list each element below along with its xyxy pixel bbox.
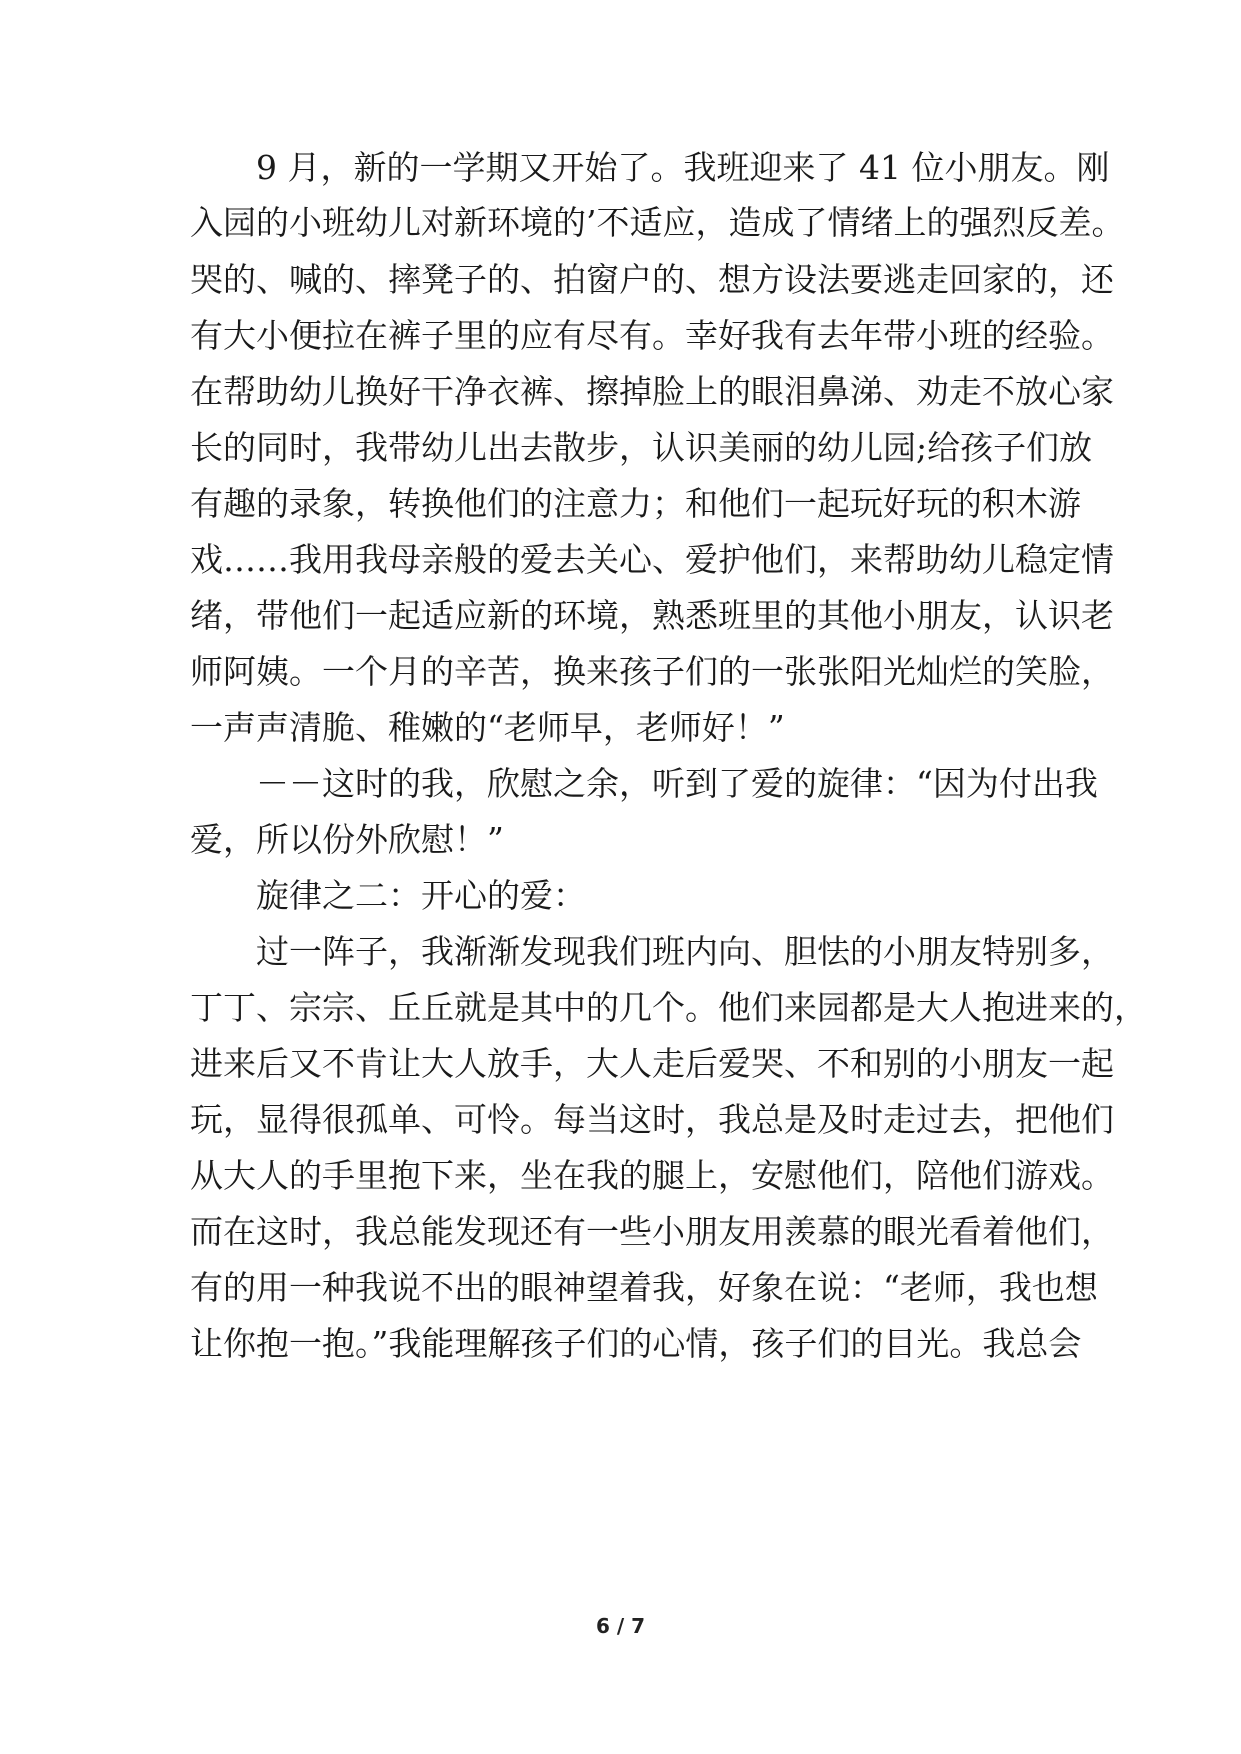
text-line: 戏……我用我母亲般的爱去关心、爱护他们，来帮助幼儿稳定情 — [190, 540, 1114, 579]
text-line: 丁丁、宗宗、丘丘就是其中的几个。他们来园都是大人抱进来的， — [190, 988, 1147, 1027]
text-line: 哭的、喊的、摔凳子的、拍窗户的、想方设法要逃走回家的，还 — [190, 260, 1114, 299]
page-number: 6 / 7 — [595, 1614, 646, 1638]
text-line: 从大人的手里抱下来，坐在我的腿上，安慰他们，陪他们游戏。 — [190, 1156, 1114, 1195]
text-line: 玩，显得很孤单、可怜。每当这时，我总是及时走过去，把他们 — [190, 1100, 1114, 1139]
text-line: －－这时的我，欣慰之余，听到了爱的旋律：“因为付出我 — [256, 764, 1098, 803]
text-line: 让你抱一抱。”我能理解孩子们的心情，孩子们的目光。我总会 — [190, 1324, 1082, 1363]
text-line: 过一阵子，我渐渐发现我们班内向、胆怯的小朋友特别多， — [256, 932, 1114, 971]
section-heading: 旋律之二：开心的爱： — [256, 876, 586, 915]
text-line: 而在这时，我总能发现还有一些小朋友用羡慕的眼光看着他们， — [190, 1212, 1114, 1251]
text-line: 9 月，新的一学期又开始了。我班迎来了 41 位小朋友。刚 — [256, 148, 1110, 187]
text-line: 有趣的录象，转换他们的注意力；和他们一起玩好玩的积木游 — [190, 484, 1081, 523]
text-line: 入园的小班幼儿对新环境的’不适应，造成了情绪上的强烈反差。 — [190, 203, 1125, 242]
text-line: 有的用一种我说不出的眼神望着我，好象在说：“老师，我也想 — [190, 1268, 1098, 1307]
text-line: 有大小便拉在裤子里的应有尽有。幸好我有去年带小班的经验。 — [190, 316, 1114, 355]
text-line: 绪，带他们一起适应新的环境，熟悉班里的其他小朋友，认识老 — [190, 596, 1114, 635]
text-line: 爱，所以份外欣慰！” — [190, 820, 504, 859]
text-line: 师阿姨。一个月的辛苦，换来孩子们的一张张阳光灿烂的笑脸， — [190, 652, 1114, 691]
text-line: 在帮助幼儿换好干净衣裤、擦掉脸上的眼泪鼻涕、劝走不放心家 — [190, 372, 1114, 411]
text-line: 进来后又不肯让大人放手，大人走后爱哭、不和别的小朋友一起 — [190, 1044, 1114, 1083]
text-line: 长的同时，我带幼儿出去散步，认识美丽的幼儿园;给孩子们放 — [190, 428, 1093, 467]
text-line: 一声声清脆、稚嫩的“老师早，老师好！” — [190, 708, 785, 747]
